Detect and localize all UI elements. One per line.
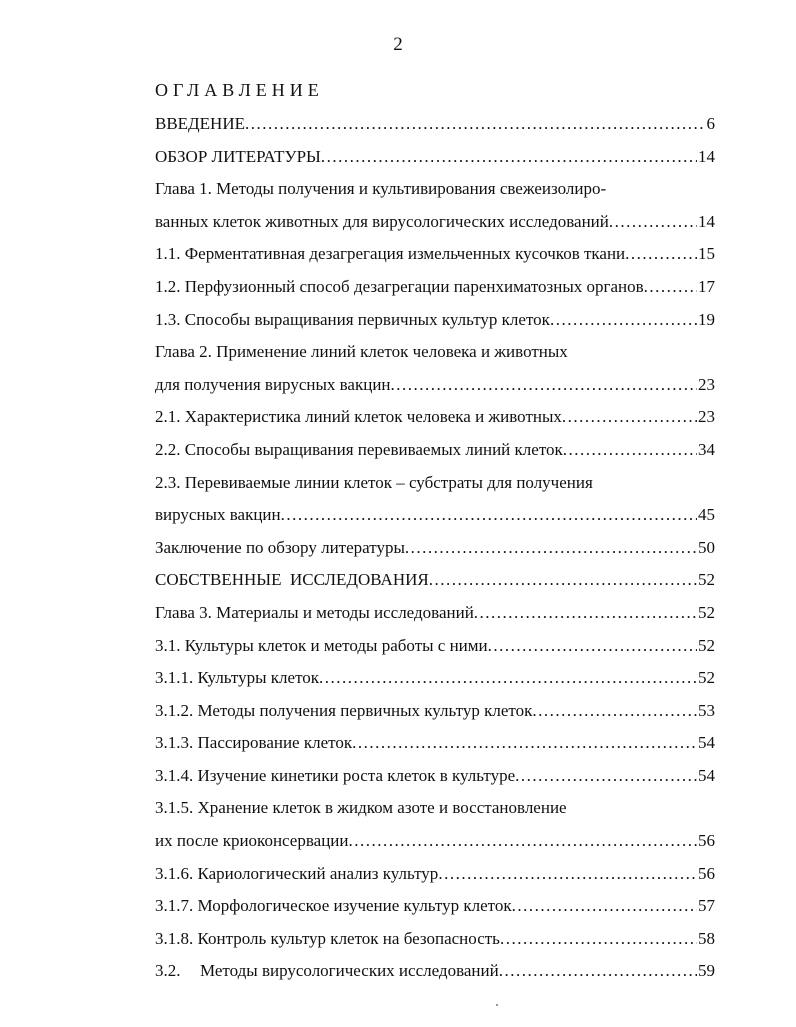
dot-leader <box>321 141 697 174</box>
toc-page-number: 56 <box>698 831 715 851</box>
toc-page-number: 52 <box>698 668 715 688</box>
table-of-contents <box>155 108 715 988</box>
toc-entry-2-1[interactable] <box>155 401 715 434</box>
toc-entry-2-2[interactable] <box>155 434 715 467</box>
toc-entry-1-1[interactable] <box>155 238 715 271</box>
toc-entry-title: 1.3. Способы выращивания первичных культур клеток <box>155 309 550 329</box>
toc-entry-title: ВВЕДЕНИЕ <box>155 114 245 133</box>
toc-page-number: 58 <box>698 928 715 948</box>
dot-leader <box>562 401 697 434</box>
dot-leader <box>563 434 697 467</box>
dot-leader <box>429 564 697 597</box>
toc-page-number: 23 <box>698 407 715 427</box>
toc-entry-chapter-3[interactable] <box>155 597 715 630</box>
toc-page-number: 59 <box>698 961 715 981</box>
toc-entry-3-1-2[interactable] <box>155 695 715 728</box>
toc-heading: ОГЛАВЛЕНИЕ <box>155 80 324 100</box>
dot-leader <box>625 238 697 271</box>
dot-leader <box>499 955 697 988</box>
toc-entry-chapter-2[interactable] <box>155 336 715 401</box>
toc-entry-3-2[interactable] <box>155 955 715 988</box>
toc-entry-number: 3.2. <box>155 961 181 981</box>
toc-entry-title: 2.2. Способы выращивания перевиваемых линий клеток <box>155 439 563 459</box>
toc-entry-title-line-1: Глава 2. Применение линий клеток человека и животных <box>155 342 568 362</box>
toc-entry-title: 3.1.2. Методы получения первичных культур клеток <box>155 700 533 720</box>
toc-entry-title: 3.1.7. Морфологическое изучение культур клеток <box>155 896 512 916</box>
toc-entry-3-1-6[interactable] <box>155 858 715 891</box>
toc-page-number: 53 <box>698 700 715 720</box>
toc-entry-3-1-7[interactable] <box>155 890 715 923</box>
toc-entry-title: 3.1.3. Пассирование клеток <box>155 733 353 753</box>
toc-entry-3-1-8[interactable] <box>155 923 715 956</box>
toc-entry-2-3[interactable] <box>155 467 715 532</box>
dot-leader <box>391 369 697 402</box>
toc-page-number: 14 <box>698 211 715 231</box>
toc-page-number: 52 <box>698 602 715 622</box>
toc-page-number: 19 <box>698 309 715 329</box>
toc-entry-title: 3.1. Культуры клеток и методы работы с ними <box>155 635 488 655</box>
toc-entry-title-line-2: вирусных вакцин <box>155 505 281 525</box>
toc-entry-title-line-1: 3.1.5. Хранение клеток в жидком азоте и восстановление <box>155 798 567 818</box>
dot-leader <box>550 304 697 337</box>
toc-page-number: 52 <box>698 635 715 655</box>
toc-page-number: 17 <box>698 276 715 296</box>
dot-leader <box>319 662 697 695</box>
toc-entry-title-line-2: для получения вирусных вакцин <box>155 374 391 394</box>
toc-entry-title-line-2: ванных клеток животных для вирусологических исследований <box>155 211 609 231</box>
toc-page-number: 15 <box>698 244 715 264</box>
dot-leader <box>515 760 697 793</box>
dot-leader <box>245 108 706 141</box>
toc-page-number: 6 <box>706 114 715 133</box>
toc-page-number: 50 <box>698 537 715 557</box>
dot-leader <box>405 532 697 565</box>
page-number: 2 <box>393 34 403 55</box>
dot-leader <box>488 630 697 663</box>
toc-entry-title: 1.2. Перфузионный способ дезагрегации паренхиматозных органов <box>155 276 644 296</box>
toc-entry-title: Заключение по обзору литературы <box>155 537 405 557</box>
dot-leader <box>474 597 697 630</box>
toc-entry-3-1-1[interactable] <box>155 662 715 695</box>
toc-entry-3-1-5[interactable] <box>155 792 715 857</box>
toc-entry-3-1-3[interactable] <box>155 727 715 760</box>
toc-entry-title-line-1: 2.3. Перевиваемые линии клеток – субстраты для получения <box>155 472 593 492</box>
toc-entry-3-1-4[interactable] <box>155 760 715 793</box>
toc-entry-3-1[interactable] <box>155 630 715 663</box>
toc-entry-title: 3.1.6. Кариологический анализ культур <box>155 863 439 883</box>
toc-page-number: 14 <box>698 146 715 166</box>
toc-entry-title: Методы вирусологических исследований <box>200 961 499 981</box>
toc-entry-title: 2.1. Характеристика линий клеток человека и животных <box>155 407 562 427</box>
toc-entry-literature-review[interactable] <box>155 141 715 174</box>
toc-page-number: 54 <box>698 765 715 785</box>
toc-entry-title-line-1: Глава 1. Методы получения и культивирования свежеизолиро- <box>155 179 607 199</box>
toc-page-number: 52 <box>698 570 715 590</box>
toc-entry-title: СОБСТВЕННЫЕ ИССЛЕДОВАНИЯ <box>155 570 429 590</box>
toc-page-number: 23 <box>698 374 715 394</box>
toc-entry-own-research[interactable] <box>155 564 715 597</box>
toc-entry-introduction[interactable] <box>155 108 715 141</box>
dot-leader <box>352 727 697 760</box>
dot-leader <box>532 695 697 728</box>
toc-entry-title-line-2: их после криоконсервации <box>155 831 349 851</box>
dot-leader <box>348 825 697 858</box>
toc-entry-title: 3.1.8. Контроль культур клеток на безопасность <box>155 928 500 948</box>
dot-leader <box>609 206 697 239</box>
dot-leader <box>644 271 697 304</box>
toc-entry-review-conclusion[interactable] <box>155 532 715 565</box>
toc-entry-chapter-1[interactable] <box>155 173 715 238</box>
toc-entry-title: ОБЗОР ЛИТЕРАТУРЫ <box>155 146 321 166</box>
dot-leader <box>281 499 697 532</box>
toc-page-number: 34 <box>698 439 715 459</box>
toc-entry-title: 3.1.4. Изучение кинетики роста клеток в культуре <box>155 765 516 785</box>
toc-entry-title: 3.1.1. Культуры клеток <box>155 668 320 688</box>
toc-entry-title: 1.1. Ферментативная дезагрегация измельченных кусочков ткани <box>155 244 626 264</box>
toc-page-number: 54 <box>698 733 715 753</box>
dot-leader <box>438 858 697 891</box>
toc-entry-1-3[interactable] <box>155 304 715 337</box>
toc-page-number: 56 <box>698 863 715 883</box>
toc-page-number: 45 <box>698 505 715 525</box>
dot-leader <box>512 890 697 923</box>
scan-speck <box>496 1004 498 1006</box>
toc-entry-1-2[interactable] <box>155 271 715 304</box>
toc-page-number: 57 <box>698 896 715 916</box>
dot-leader <box>500 923 697 956</box>
toc-entry-title: Глава 3. Материалы и методы исследований <box>155 602 474 622</box>
